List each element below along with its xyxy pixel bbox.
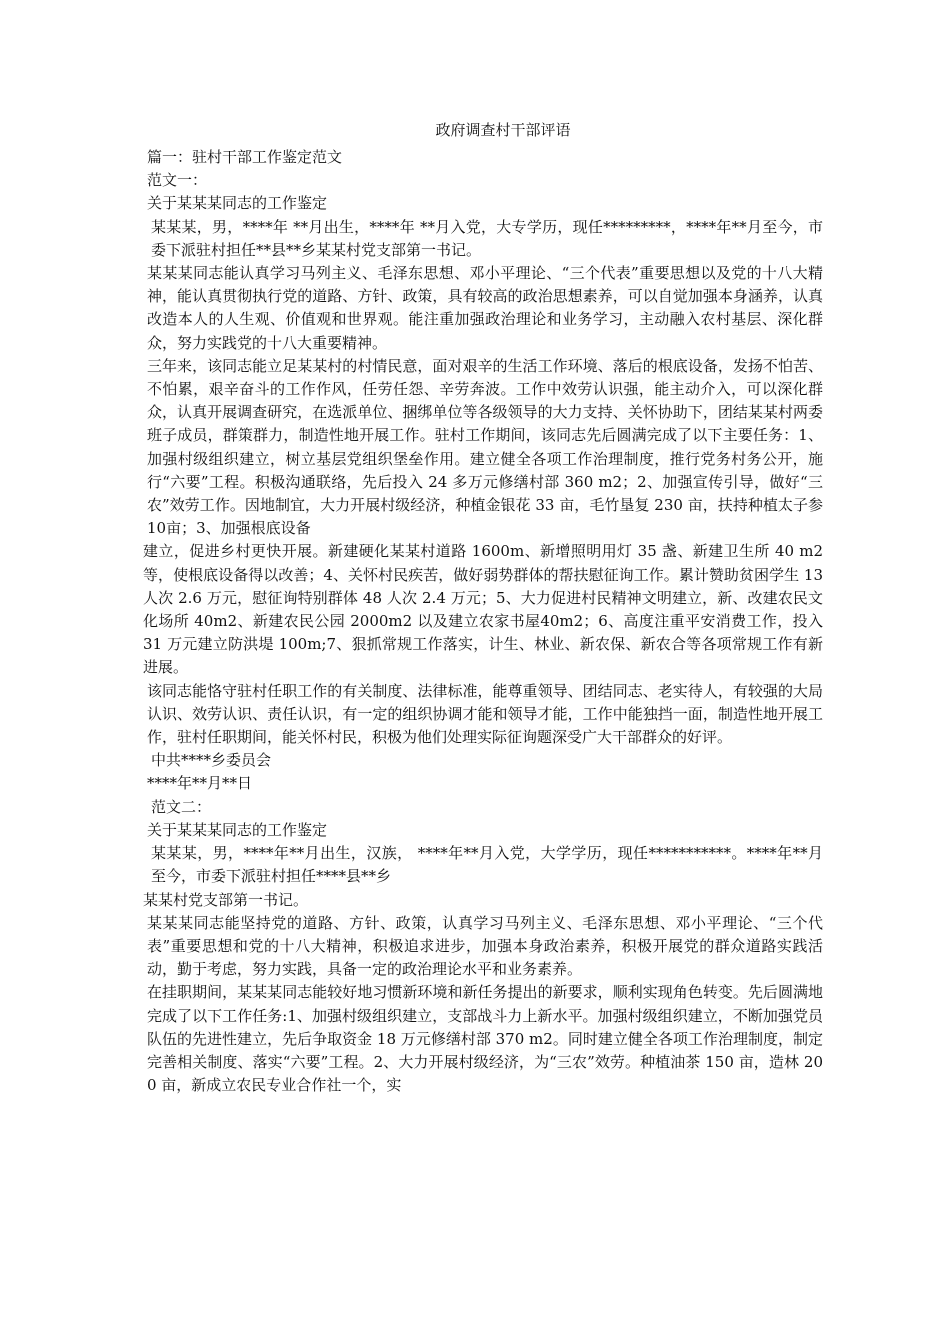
signature-date: ****年**月**日 — [147, 774, 253, 793]
paragraph-work-1-continued: 建立，促进乡村更快开展。新建硬化某某村道路 1600m、新增照明用灯 35 盏、新建卫生所 40 m2 等，使根底设备得以改善；4、关怀村民疾苦，做好弱势群体的帮扶慰征询工作。累计赞助贫困学生 13 人次 2.6 万元，慰征询特别群体 48 人次 2.4 万元；5、大力促进村民精神文明建立，新、改建农民文化场所 40m2、新建农民公园 2000m2 以及建立农家书屋40m2；6、高度注重平安消费工作，投入 31 万元建立防洪堤 100m;7、狠抓常规工作落实，计生、林业、新农保、新农合等各项常规工作有新进展。 — [143, 542, 823, 677]
paragraph-profile-2: 某某某，男，****年**月出生，汉族， ****年**月入党，大学学历，现任***********。****年**月至今，市委下派驻村担任****县**乡 — [151, 844, 823, 886]
paragraph-evaluation-1: 该同志能恪守驻村任职工作的有关制度、法律标准，能尊重领导、团结同志、老实待人，有较强的大局认识、效劳认识、责任认识，有一定的组织协调才能和领导才能，工作中能独挡一面，制造性地开展工作，驻村任职期间，能关怀村民，积极为他们处理实际征询题深受广大干部群众的好评。 — [147, 681, 823, 747]
paragraph-politics-1: 某某某同志能认真学习马列主义、毛泽东思想、邓小平理论、“三个代表”重要思想以及党的十八大精神，能认真贯彻执行党的道路、方针、政策，具有较高的政治思想素养，可以自觉加强本身涵养，认真改造本人的人生观、价值观和世界观。能注重加强政治理论和业务学习，主动融入农村基层、深化群众，努力实践党的十八大重要精神。 — [147, 264, 823, 352]
signature-organization: 中共****乡委员会 — [151, 751, 272, 770]
document-page — [143, 118, 823, 1097]
sample-heading-2: 范文二： — [151, 797, 212, 816]
paragraph-work-2: 在挂职期间，某某某同志能较好地习惯新环境和新任务提出的新要求，顺利实现角色转变。先后圆满地完成了以下工作任务:1、加强村级组织建立，支部战斗力上新水平。加强村级组织建立，不断加强党员队伍的先进性建立，先后争取资金 18 万元修缮村部 370 m2。同时建立健全各项工作治理制度，制定完善相关制度、落实“六要”工程。2、大力开展村级经济，为“三农”效劳。种植油茶 150 亩，造林 200 亩，新成立农民专业合作社一个，实 — [147, 983, 823, 1095]
appraisal-title-2: 关于某某某同志的工作鉴定 — [147, 820, 328, 839]
document-title: 政府调查村干部评语 — [435, 121, 571, 139]
paragraph-profile-2-continued: 某某村党支部第一书记。 — [143, 890, 309, 909]
section-heading-1: 篇一：驻村干部工作鉴定范文 — [147, 148, 343, 166]
appraisal-title-1: 关于某某某同志的工作鉴定 — [147, 194, 328, 213]
sample-heading-1: 范文一： — [147, 171, 208, 190]
paragraph-politics-2: 某某某同志能坚持党的道路、方针、政策，认真学习马列主义、毛泽东思想、邓小平理论、“三个代表”重要思想和党的十八大精神，积极追求进步，加强本身政治素养，积极开展党的群众道路实践活动，勤于考虑，努力实践，具备一定的政治理论水平和业务素养。 — [147, 913, 823, 979]
paragraph-work-1: 三年来，该同志能立足某某村的村情民意，面对艰辛的生活工作环境、落后的根底设备，发扬不怕苦、不怕累，艰辛奋斗的工作作风，任劳任怨、辛劳奔波。工作中效劳认识强，能主动介入，可以深化群众，认真开展调查研究，在选派单位、捆绑单位等各级领导的大力支持、关怀协助下，团结某某村两委班子成员，群策群力，制造性地开展工作。驻村工作期间，该同志先后圆满完成了以下主要任务：1、加强村级组织建立，树立基层党组织堡垒作用。建立健全各项工作治理制度，推行党务村务公开，施行“六要”工程。积极沟通联络，先后投入 24 多万元修缮村部 360 m2；2、加强宣传引导，做好“三农”效劳工作。因地制宜，大力开展村级经济，种植金银花 33 亩，毛竹垦复 230 亩，扶持种植太子参 10亩；3、加强根底设备 — [147, 356, 823, 538]
paragraph-profile-1: 某某某，男，****年 **月出生，****年 **月入党，大专学历，现任*********，****年**月至今，市委下派驻村担任**县**乡某某村党支部第一书记。 — [151, 217, 823, 259]
